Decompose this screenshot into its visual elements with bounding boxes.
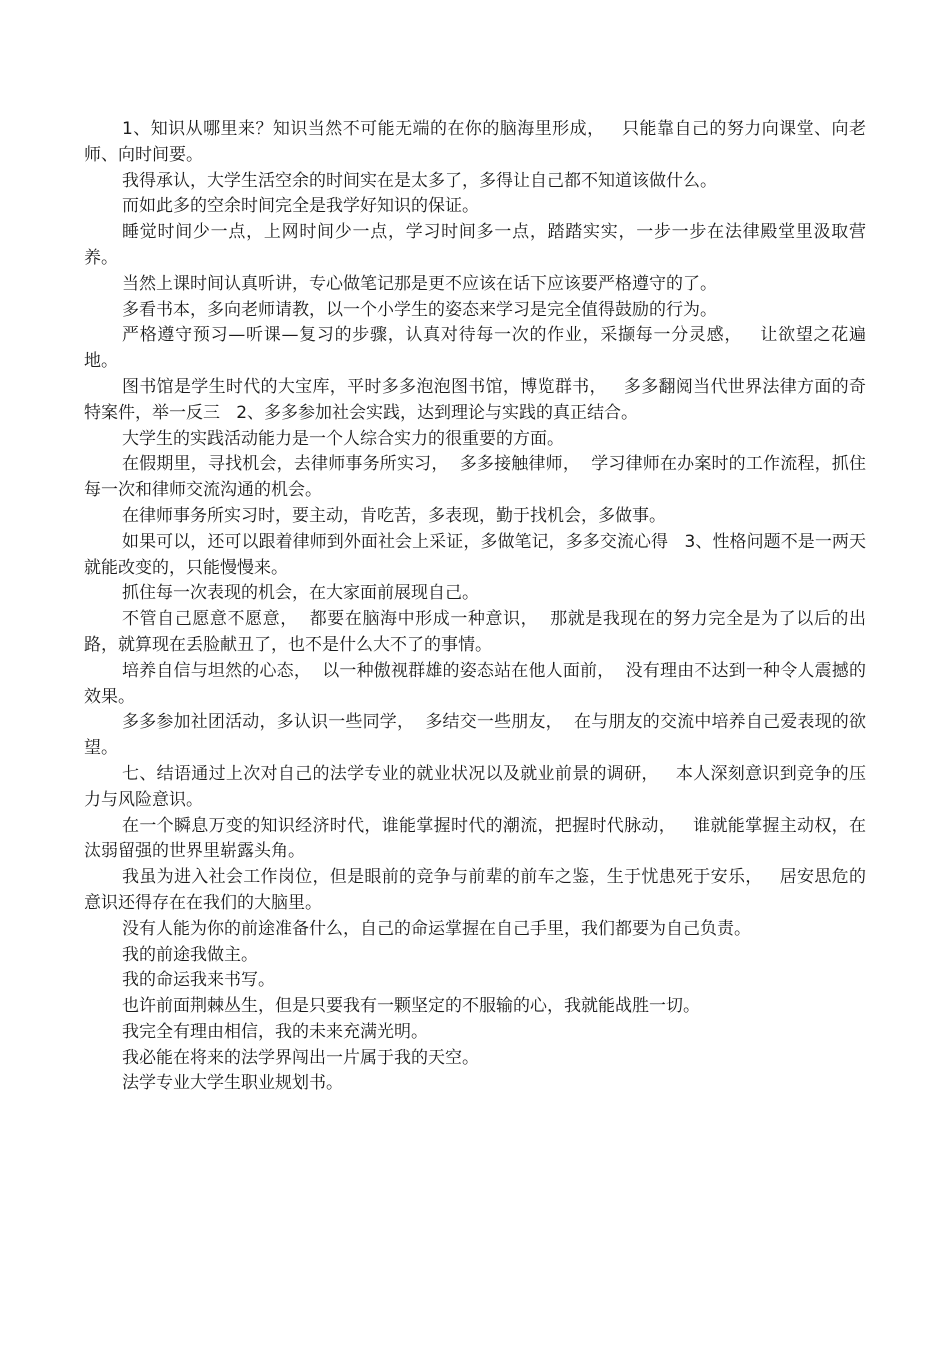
paragraph: 严格遵守预习—听课—复习的步骤，认真对待每一次的作业，采撷每一分灵感， 让欲望之花遍地。 [84, 325, 866, 372]
paragraph: 1、知识从哪里来？知识当然不可能无端的在你的脑海里形成， 只能靠自己的努力向课堂、向老师、向时间要。 [84, 119, 866, 165]
paragraph: 也许前面荆棘丛生，但是只要我有一颗坚定的不服输的心，我就能战胜一切。 [122, 996, 700, 1017]
paragraph: 我的前途我做主。 [122, 944, 258, 965]
body-text [84, 117, 866, 1097]
paragraph: 法学专业大学生职业规划书。 [122, 1073, 343, 1094]
paragraph: 多多参加社团活动，多认识一些同学， 多结交一些朋友， 在与朋友的交流中培养自己爱表现的欲望。 [84, 712, 866, 759]
paragraph: 在律师事务所实习时，要主动，肯吃苦，多表现，勤于找机会，多做事。 [122, 505, 666, 526]
paragraph: 在一个瞬息万变的知识经济时代，谁能掌握时代的潮流，把握时代脉动， 谁就能掌握主动权，在汰弱留强的世界里崭露头角。 [84, 815, 866, 862]
paragraph: 我完全有理由相信，我的未来充满光明。 [122, 1021, 428, 1042]
paragraph: 抓住每一次表现的机会，在大家面前展现自己。 [122, 583, 479, 604]
paragraph: 我的命运我来书写。 [122, 970, 275, 991]
paragraph: 而如此多的空余时间完全是我学好知识的保证。 [122, 196, 479, 217]
paragraph: 大学生的实践活动能力是一个人综合实力的很重要的方面。 [122, 428, 564, 449]
paragraph: 如果可以，还可以跟着律师到外面社会上采证，多做笔记，多多交流心得 3、性格问题不是一两天就能改变的，只能慢慢来。 [84, 531, 866, 578]
paragraph: 七、结语通过上次对自己的法学专业的就业状况以及就业前景的调研， 本人深刻意识到竞争的压力与风险意识。 [84, 763, 866, 810]
paragraph: 我得承认，大学生活空余的时间实在是太多了，多得让自己都不知道该做什么。 [122, 170, 717, 191]
paragraph: 我必能在将来的法学界闯出一片属于我的天空。 [122, 1047, 479, 1068]
paragraph: 图书馆是学生时代的大宝库，平时多多泡泡图书馆，博览群书， 多多翻阅当代世界法律方面的奇特案件，举一反三 2、多多参加社会实践，达到理论与实践的真正结合。 [84, 376, 866, 423]
paragraph: 多看书本，多向老师请教，以一个小学生的姿态来学习是完全值得鼓励的行为。 [122, 299, 717, 320]
paragraph: 没有人能为你的前途准备什么，自己的命运掌握在自己手里，我们都要为自己负责。 [122, 918, 751, 939]
paragraph: 当然上课时间认真听讲，专心做笔记那是更不应该在话下应该要严格遵守的了。 [122, 273, 717, 294]
paragraph: 培养自信与坦然的心态， 以一种傲视群雄的姿态站在他人面前， 没有理由不达到一种令人震撼的效果。 [84, 660, 866, 707]
paragraph: 我虽为进入社会工作岗位，但是眼前的竞争与前辈的前车之鉴，生于忧患死于安乐， 居安思危的意识还得存在在我们的大脑里。 [84, 867, 866, 913]
paragraph: 在假期里，寻找机会，去律师事务所实习， 多多接触律师， 学习律师在办案时的工作流程，抓住每一次和律师交流沟通的机会。 [84, 454, 866, 501]
paragraph: 不管自己愿意不愿意， 都要在脑海中形成一种意识， 那就是我现在的努力完全是为了以后的出路，就算现在丢脸献丑了，也不是什么大不了的事情。 [84, 609, 866, 655]
paragraph: 睡觉时间少一点，上网时间少一点，学习时间多一点，踏踏实实，一步一步在法律殿堂里汲取营养。 [84, 222, 866, 268]
